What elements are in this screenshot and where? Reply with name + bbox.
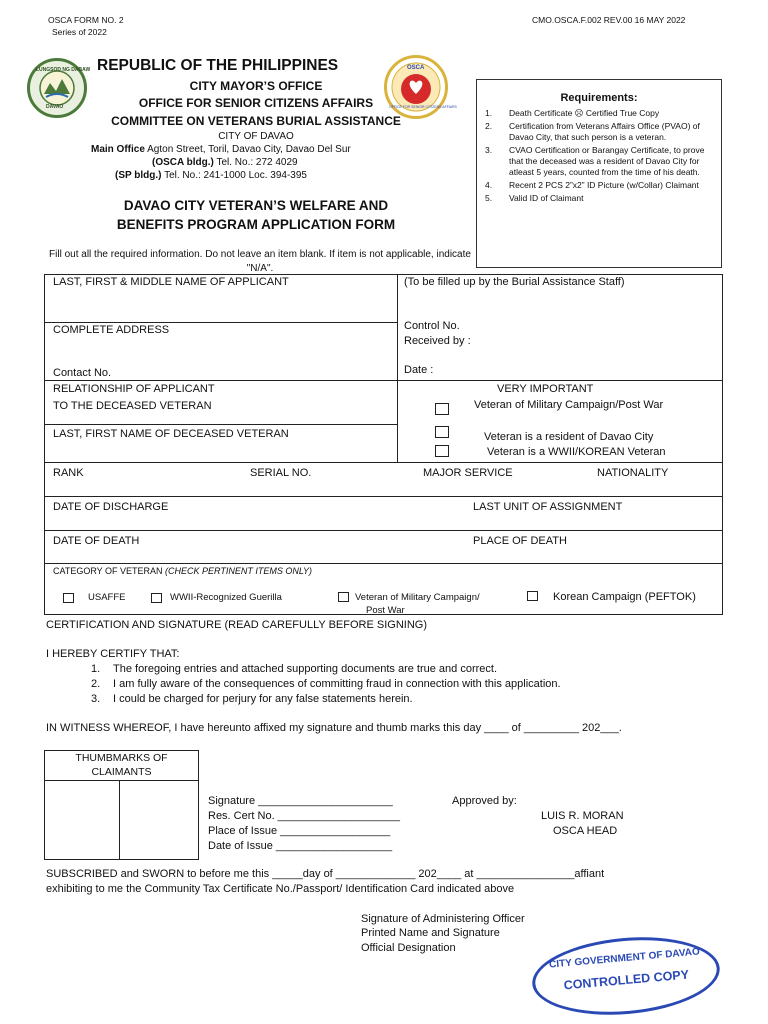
certify-item-1-text: The foregoing entries and attached supporting documents are true and correct. — [113, 663, 498, 675]
applicant-name-label: LAST, FIRST & MIDDLE NAME OF APPLICANT — [53, 276, 289, 288]
certify-item-2-text: I am fully aware of the consequences of committing fraud in connection with this application. — [113, 678, 561, 690]
form-title-line1: DAVAO CITY VETERAN’S WELFARE AND — [123, 198, 389, 213]
korean-campaign-label: Korean Campaign (PEFTOK) — [553, 591, 696, 603]
certification-heading: CERTIFICATION AND SIGNATURE (READ CAREFULLY BEFORE SIGNING) — [46, 619, 427, 631]
vet-wwii-label: Veteran is a WWII/KOREAN Veteran — [487, 446, 666, 458]
military-campaign-checkbox[interactable] — [338, 592, 349, 602]
osca-seal-text: OFFICE FOR SENIOR CITIZENS AFFAIRS — [389, 105, 457, 109]
approved-by-label: Approved by: — [452, 795, 517, 807]
relationship-label-line2: TO THE DECEASED VETERAN — [53, 400, 212, 412]
date-label: Date : — [404, 364, 434, 376]
vet-military-label: Veteran of Military Campaign/Post War — [474, 399, 664, 411]
requirement-item: 2. Certification from Veterans Affairs Office (PVAO) of Davao City, that such person is a veteran. — [485, 121, 700, 142]
vet-resident-label: Veteran is a resident of Davao City — [484, 431, 654, 443]
requirements-box — [476, 79, 722, 268]
table-divider — [44, 496, 723, 497]
major-service-label: MAJOR SERVICE — [423, 467, 513, 479]
sworn-line1: SUBSCRIBED and SWORN to before me this _____day of _____________ 202____ at ________________affiant — [46, 868, 605, 880]
main-office-address: Main Office Agton Street, Toril, Davao City, Davao Del Sur — [91, 144, 351, 155]
approver-name: LUIS R. MORAN — [541, 810, 624, 822]
rank-label: RANK — [53, 467, 84, 479]
last-unit-label: LAST UNIT OF ASSIGNMENT — [473, 501, 623, 513]
davao-seal-text: LUNGSOD NG DABAW — [36, 67, 91, 73]
certify-item-3-num: 3. — [91, 693, 101, 705]
wwii-guerilla-label: WWII-Recognized Guerilla — [170, 592, 282, 603]
printed-name-label: Printed Name and Signature — [361, 927, 500, 939]
osca-office: OFFICE FOR SENIOR CITIZENS AFFAIRS — [138, 96, 374, 110]
vet-wwii-checkbox[interactable] — [435, 445, 449, 457]
admin-officer-label: Signature of Administering Officer — [361, 913, 525, 925]
form-title-line2: BENEFITS PROGRAM APPLICATION FORM — [116, 217, 396, 232]
res-cert-line[interactable]: Res. Cert No. ____________________ — [208, 810, 401, 822]
certify-item-3-text: I could be charged for perjury for any false statements herein. — [113, 693, 413, 705]
form-instructions: Fill out all the required information. Do not leave an item blank. If item is not applicable, indicate "N/A". — [49, 249, 471, 274]
table-divider — [44, 563, 723, 564]
table-divider — [44, 322, 397, 323]
table-divider — [397, 274, 398, 462]
deceased-name-label: LAST, FIRST NAME OF DECEASED VETERAN — [53, 428, 289, 440]
signature-line[interactable]: Signature ______________________ — [208, 795, 393, 807]
stamp-line1: CITY GOVERNMENT OF DAVAO — [548, 946, 701, 971]
osca-seal-top: OSCA — [407, 65, 425, 71]
korean-campaign-checkbox[interactable] — [527, 591, 538, 601]
davao-city-seal — [27, 58, 91, 118]
thumbmarks-label-line1: THUMBMARKS OF — [75, 752, 168, 764]
relationship-label-line1: RELATIONSHIP OF APPLICANT — [53, 383, 215, 395]
requirement-item: 4. Recent 2 PCS 2”x2” ID Picture (w/Collar) Claimant — [485, 180, 699, 190]
table-divider — [44, 380, 723, 381]
davao-seal-bottom: DAVAO — [46, 104, 64, 110]
staff-note: (To be filled up by the Burial Assistance Staff) — [404, 276, 625, 288]
sworn-line2: exhibiting to me the Community Tax Certificate No./Passport/ Identification Card indicated above — [46, 883, 515, 895]
table-divider — [44, 530, 723, 531]
place-issue-line[interactable]: Place of Issue __________________ — [208, 825, 391, 837]
form-series: Series of 2022 — [52, 27, 107, 37]
usaffe-checkbox[interactable] — [63, 593, 74, 603]
form-revision: CMO.OSCA.F.002 REV.00 16 MAY 2022 — [532, 15, 686, 25]
complete-address-label: COMPLETE ADDRESS — [53, 324, 170, 336]
requirements-title: Requirements: — [560, 92, 638, 104]
stamp-line2: CONTROLLED COPY — [563, 967, 690, 993]
sp-telephone: (SP bldg.) Tel. No.: 241-1000 Loc. 394-395 — [115, 170, 307, 181]
thumbmarks-label-line2: CLAIMANTS — [91, 766, 152, 778]
requirement-item: 3. CVAO Certification or Barangay Certificate, to prove that the deceased was a resident of Davao City for atleast 5 years, counted from the time of his death. — [485, 145, 705, 177]
contact-no-label: Contact No. — [53, 367, 112, 379]
witness-statement: IN WITNESS WHEREOF, I have hereunto affixed my signature and thumb marks this day ____ of _________ 202___. — [46, 722, 622, 734]
category-label: CATEGORY OF VETERAN (CHECK PERTINENT ITEMS ONLY) — [53, 566, 313, 576]
vet-military-checkbox[interactable] — [435, 403, 449, 415]
serial-no-label: SERIAL NO. — [250, 467, 312, 479]
nationality-label: NATIONALITY — [597, 467, 669, 479]
received-by-label: Received by : — [404, 335, 471, 347]
certify-label: I HEREBY CERTIFY THAT: — [46, 648, 180, 660]
approver-title: OSCA HEAD — [553, 825, 618, 837]
requirement-item: 1. Death Certificate ☹ Certified True Copy — [485, 108, 660, 118]
controlled-copy-stamp — [529, 930, 723, 1022]
table-divider — [44, 462, 723, 463]
committee-title: COMMITTEE ON VETERANS BURIAL ASSISTANCE — [111, 114, 401, 128]
requirements-list — [485, 108, 715, 206]
certify-item-2-num: 2. — [91, 678, 101, 690]
city-of-davao: CITY OF DAVAO — [218, 131, 294, 142]
wwii-guerilla-checkbox[interactable] — [151, 593, 162, 603]
city-mayor-office: CITY MAYOR’S OFFICE — [189, 79, 323, 93]
requirement-item: 5. Valid ID of Claimant — [485, 193, 584, 203]
table-divider — [44, 424, 397, 425]
military-campaign-label-line2: Post War — [366, 605, 405, 616]
date-issue-line[interactable]: Date of Issue ___________________ — [208, 840, 393, 852]
usaffe-label: USAFFE — [88, 592, 126, 603]
thumb-divider — [44, 780, 199, 781]
form-number: OSCA FORM NO. 2 — [48, 15, 124, 25]
military-campaign-label-line1: Veteran of Military Campaign/ — [355, 592, 480, 603]
date-discharge-label: DATE OF DISCHARGE — [53, 501, 169, 513]
thumb-divider — [119, 780, 120, 860]
date-death-label: DATE OF DEATH — [53, 535, 140, 547]
control-no-label: Control No. — [404, 320, 460, 332]
place-death-label: PLACE OF DEATH — [473, 535, 567, 547]
very-important-label: VERY IMPORTANT — [497, 383, 594, 395]
vet-resident-checkbox[interactable] — [435, 426, 449, 438]
republic-title: REPUBLIC OF THE PHILIPPINES — [97, 57, 339, 74]
certify-item-1-num: 1. — [91, 663, 101, 675]
official-designation-label: Official Designation — [361, 942, 456, 954]
osca-telephone: (OSCA bldg.) Tel. No.: 272 4029 — [152, 157, 298, 168]
